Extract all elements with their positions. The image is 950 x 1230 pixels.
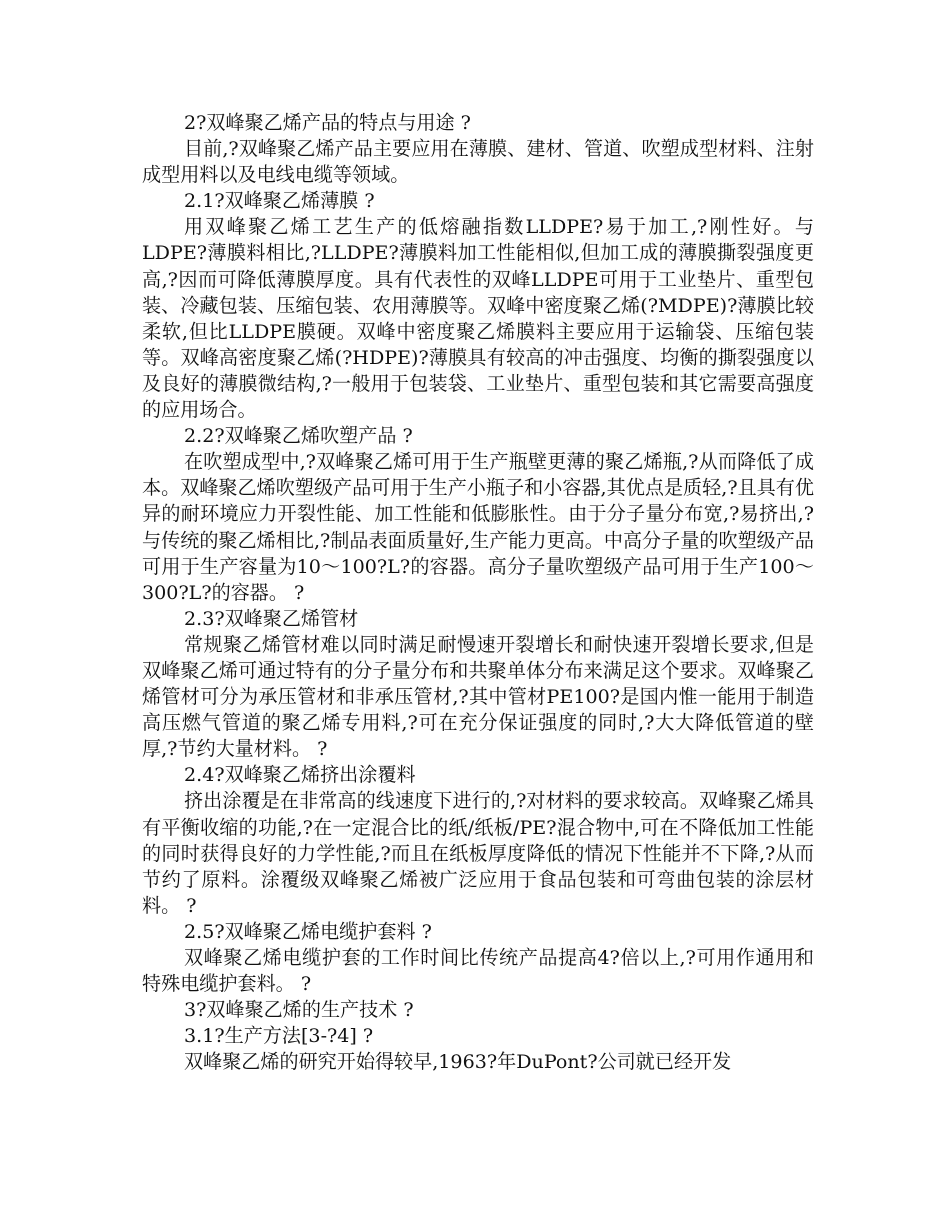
paragraph-film: 用双峰聚乙烯工艺生产的低熔融指数LLDPE?易于加工,?刚性好。与LDPE?薄膜料相比,?LLDPE?薄膜料加工性能相似,但加工成的薄膜撕裂强度更高,?因而可降低薄膜厚度。具有代表性的双峰LLDPE可用于工业垫片、重型包装、冷藏包装、压缩包装、农用薄膜等。双峰中密度聚乙烯(?MDPE)?薄膜比较柔软,但比LLDPE膜硬。双峰中密度聚乙烯膜料主要应用于运输袋、压缩包装等。双峰高密度聚乙烯(?HDPE)?薄膜具有较高的冲击强度、均衡的撕裂强度以及良好的薄膜微结构,?一般用于包装袋、工业垫片、重型包装和其它需要高强度的应用场合。 (142, 215, 814, 422)
paragraph-intro: 目前,?双峰聚乙烯产品主要应用在薄膜、建材、管道、吹塑成型材料、注射成型用料以及电线电缆等领域。 (142, 137, 814, 187)
section-heading-3: 3?双峰聚乙烯的生产技术 ? (184, 998, 414, 1022)
paragraph-extrusion-coating: 挤出涂覆是在非常高的线速度下进行的,?对材料的要求较高。双峰聚乙烯具有平衡收缩的功能,?在一定混合比的纸/纸板/PE?混合物中,可在不降低加工性能的同时获得良好的力学性能,?而且在纸板厚度降低的情况下性能并不下降,?从而节约了原料。涂覆级双峰聚乙烯被广泛应用于食品包装和可弯曲包装的涂层材料。 ? (142, 789, 814, 917)
document-body (142, 110, 814, 1075)
paragraph-cable-sheath: 双峰聚乙烯电缆护套的工作时间比传统产品提高4?倍以上,?可用作通用和特殊电缆护套料。 ? (142, 946, 814, 996)
section-heading-2-4: 2.4?双峰聚乙烯挤出涂覆料 (184, 763, 416, 787)
section-heading-2: 2?双峰聚乙烯产品的特点与用途 ? (184, 111, 471, 134)
section-heading-3-1: 3.1?生产方法[3-?4] ? (184, 1024, 374, 1048)
paragraph-blow-molding: 在吹塑成型中,?双峰聚乙烯可用于生产瓶壁更薄的聚乙烯瓶,?从而降低了成本。双峰聚乙烯吹塑级产品可用于生产小瓶子和小容器,其优点是质轻,?且具有优异的耐环境应力开裂性能、加工性能和低膨胀性。由于分子量分布宽,?易挤出,?与传统的聚乙烯相比,?制品表面质量好,生产能力更高。中高分子量的吹塑级产品可用于生产容量为10～100?L?的容器。高分子量吹塑级产品可用于生产100～300?L?的容器。 ? (142, 450, 814, 604)
paragraph-pipe: 常规聚乙烯管材难以同时满足耐慢速开裂增长和耐快速开裂增长要求,但是双峰聚乙烯可通过特有的分子量分布和共聚单体分布来满足这个要求。双峰聚乙烯管材可分为承压管材和非承压管材,?其中管材PE100?是国内惟一能用于制造高压燃气管道的聚乙烯专用料,?可在充分保证强度的同时,?大大降低管道的壁厚,?节约大量材料。 ? (142, 632, 814, 761)
section-heading-2-5: 2.5?双峰聚乙烯电缆护套料 ? (184, 919, 432, 943)
paragraph-production-history: 双峰聚乙烯的研究开始得较早,1963?年DuPont?公司就已经开发 (184, 1050, 732, 1074)
section-heading-2-2: 2.2?双峰聚乙烯吹塑产品 ? (184, 424, 413, 448)
section-heading-2-1: 2.1?双峰聚乙烯薄膜 ? (184, 189, 375, 213)
section-heading-2-3: 2.3?双峰聚乙烯管材 (184, 606, 359, 630)
